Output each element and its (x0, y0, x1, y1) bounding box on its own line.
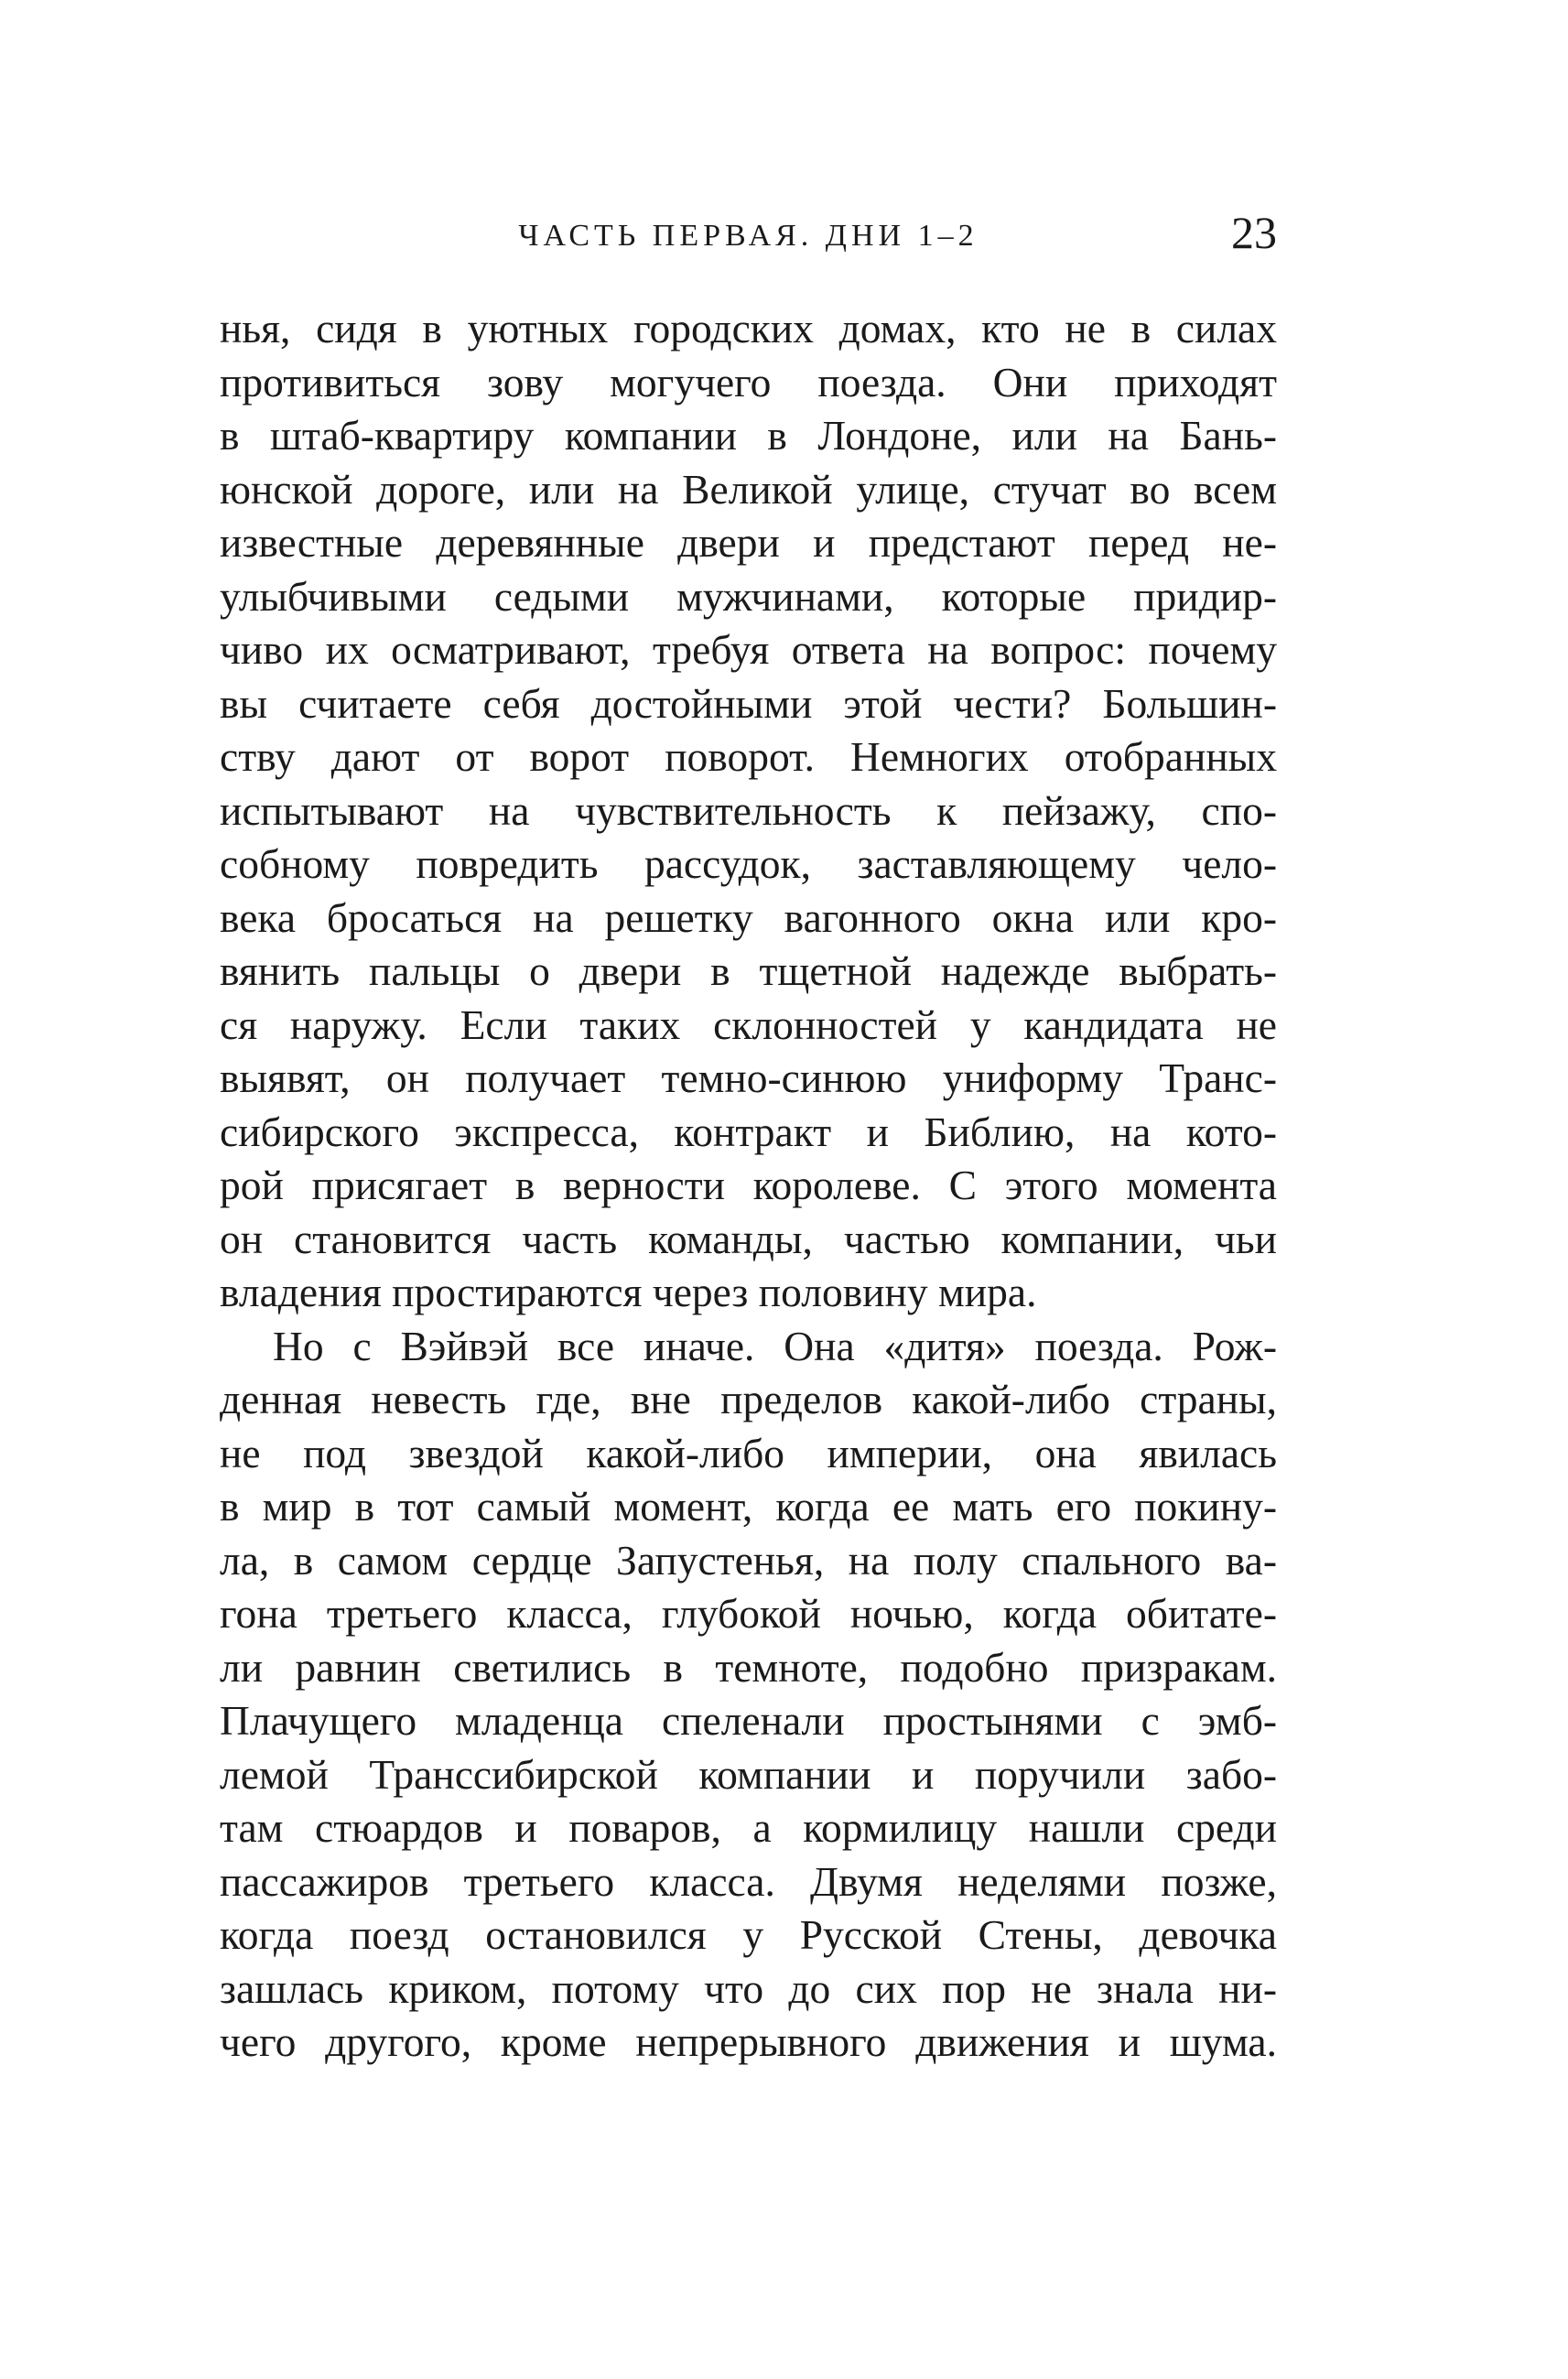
text-line: ству дают от ворот поворот. Немногих отобранных (220, 733, 1277, 780)
running-head (220, 206, 1277, 270)
body-text (220, 302, 1277, 2070)
text-line: ла, в самом сердце Запустенья, на полу спального ва- (220, 1536, 1277, 1584)
text-line: гона третьего класса, глубокой ночью, когда обитате- (220, 1590, 1277, 1637)
text-line: вы считаете себя достойными этой чести? Большин- (220, 679, 1277, 727)
text-line: века бросаться на решетку вагонного окна или кро- (220, 893, 1277, 941)
text-line: Плачущего младенца спеленали простынями с эмб- (220, 1697, 1277, 1744)
text-line: рой присягает в верности королеве. С этого момента (220, 1162, 1277, 1208)
paragraph-1 (220, 302, 1277, 1320)
text-line: пассажиров третьего класса. Двумя неделями позже, (220, 1857, 1277, 1905)
text-line: когда поезд остановился у Русской Стены, девочка (220, 1911, 1277, 1958)
text-line: выявят, он получает темно-синюю униформу Транс- (220, 1054, 1277, 1101)
text-line: юнской дороге, или на Великой улице, стучат во всем (220, 465, 1277, 513)
text-line: вянить пальцы о двери в тщетной надежде выбрать- (220, 947, 1277, 994)
text-line: Но с Вэйвэй все иначе. Она «дитя» поезда. Рож- (273, 1322, 1277, 1369)
text-line: чего другого, кроме непрерывного движения и шума. (220, 2018, 1277, 2065)
text-line: противиться зову могучего поезда. Они приходят (220, 358, 1277, 406)
text-line: собному повредить рассудок, заставляющему чело- (220, 840, 1277, 887)
text-line: владения простираются через половину мира. (220, 1269, 1037, 1315)
text-line: улыбчивыми седыми мужчинами, которые придир- (220, 572, 1277, 620)
text-line: лемой Транссибирской компании и поручили забо- (220, 1750, 1277, 1798)
text-line: ся наружу. Если таких склонностей у кандидата не (220, 1000, 1277, 1048)
text-line: известные деревянные двери и предстают перед не- (220, 519, 1277, 566)
text-line: нья, сидя в уютных городских домах, кто не в силах (220, 305, 1277, 351)
text-line: в штаб-квартиру компании в Лондоне, или на Бань- (220, 412, 1277, 459)
page-number: 23 (1231, 207, 1277, 258)
text-line: в мир в тот самый момент, когда ее мать его покину- (220, 1483, 1277, 1530)
text-line: зашлась криком, потому что до сих пор не знала ни- (220, 1964, 1277, 2012)
running-title: ЧАСТЬ ПЕРВАЯ. ДНИ 1–2 (518, 219, 979, 253)
text-line: он становится часть команды, частью компании, чьи (220, 1215, 1277, 1262)
text-line: не под звездой какой-либо империи, она явилась (220, 1429, 1277, 1476)
paragraph-2 (220, 1320, 1277, 2070)
text-line: денная невесть где, вне пределов какой-либо страны, (220, 1376, 1277, 1422)
text-line: испытывают на чувствительность к пейзажу, спо- (220, 786, 1277, 834)
text-line: сибирского экспресса, контракт и Библию, на кото- (220, 1108, 1277, 1155)
text-line: ли равнин светились в темноте, подобно призракам. (220, 1643, 1277, 1691)
text-line: чиво их осматривают, требуя ответа на вопрос: почему (220, 626, 1277, 673)
text-line: там стюардов и поваров, а кормилицу нашли среди (220, 1804, 1277, 1851)
